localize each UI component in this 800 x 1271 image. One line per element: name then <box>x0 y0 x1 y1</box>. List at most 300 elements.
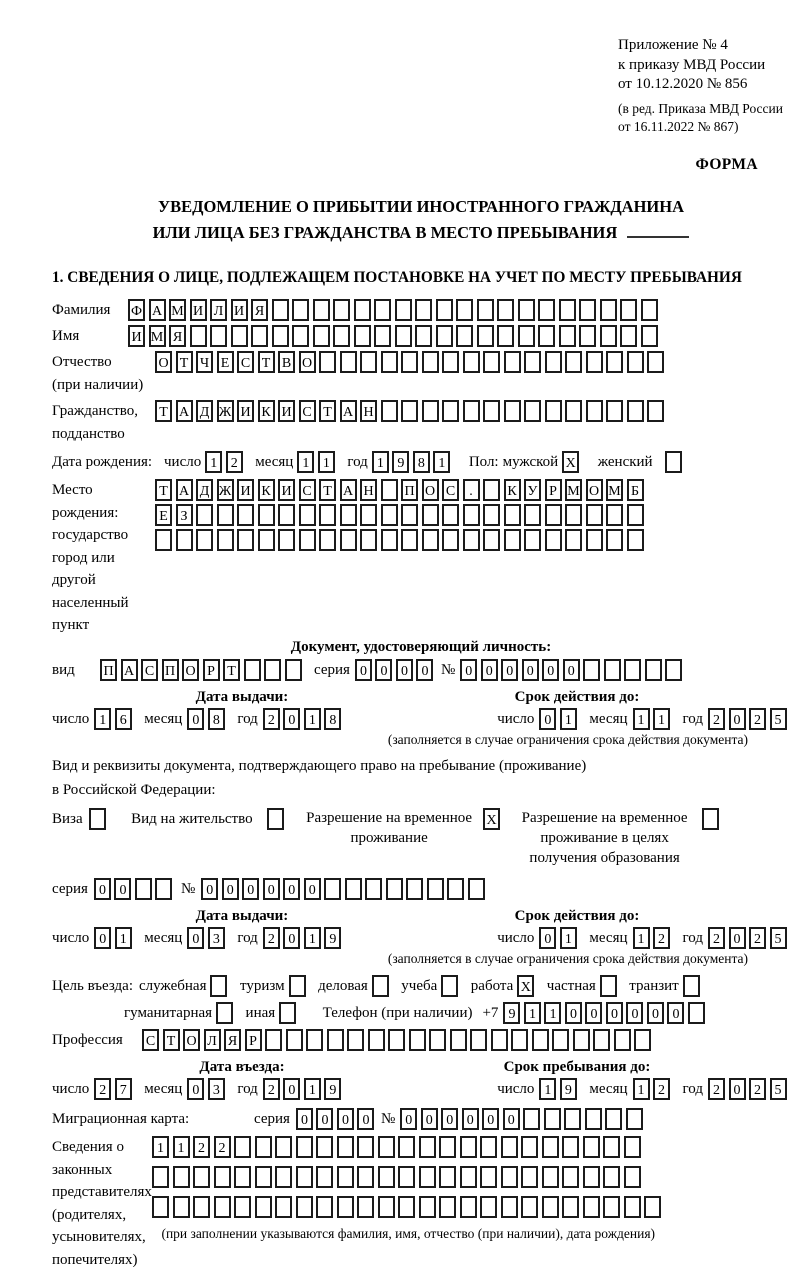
char-box[interactable] <box>641 299 658 321</box>
char-box[interactable] <box>419 1166 436 1188</box>
char-box[interactable] <box>583 1166 600 1188</box>
char-box[interactable]: П <box>401 479 418 501</box>
char-box[interactable]: Я <box>224 1029 241 1051</box>
char-box[interactable] <box>255 1196 272 1218</box>
char-box[interactable]: 0 <box>187 1078 204 1100</box>
char-box[interactable] <box>442 351 459 373</box>
char-box[interactable]: З <box>176 504 193 526</box>
char-box[interactable] <box>565 400 582 422</box>
char-box[interactable] <box>683 975 700 997</box>
char-box[interactable] <box>480 1166 497 1188</box>
char-box[interactable] <box>419 1136 436 1158</box>
char-box[interactable] <box>523 1108 540 1130</box>
char-box[interactable] <box>286 1029 303 1051</box>
purpose-transit-checkbox[interactable] <box>683 975 704 997</box>
char-box[interactable] <box>497 299 514 321</box>
char-box[interactable] <box>237 529 254 551</box>
char-box[interactable]: 2 <box>749 1078 766 1100</box>
char-box[interactable]: И <box>231 299 248 321</box>
char-box[interactable] <box>272 325 289 347</box>
char-box[interactable]: 2 <box>94 1078 111 1100</box>
char-box[interactable]: 5 <box>770 927 787 949</box>
char-box[interactable] <box>299 529 316 551</box>
char-box[interactable]: А <box>121 659 138 681</box>
char-box[interactable]: 9 <box>324 1078 341 1100</box>
char-box[interactable]: X <box>517 975 534 997</box>
char-box[interactable]: 1 <box>544 1002 561 1024</box>
char-box[interactable]: 0 <box>296 1108 313 1130</box>
char-box[interactable] <box>545 351 562 373</box>
char-box[interactable]: 1 <box>205 451 222 473</box>
purpose-tourism-checkbox[interactable] <box>289 975 310 997</box>
char-box[interactable] <box>415 325 432 347</box>
temp-residence-education-checkbox[interactable] <box>702 808 723 830</box>
char-box[interactable] <box>477 325 494 347</box>
stay-day[interactable] <box>539 1078 580 1100</box>
char-box[interactable] <box>337 1136 354 1158</box>
char-box[interactable] <box>442 529 459 551</box>
char-box[interactable] <box>627 504 644 526</box>
char-box[interactable] <box>419 1196 436 1218</box>
char-box[interactable] <box>634 1029 651 1051</box>
char-box[interactable] <box>316 1166 333 1188</box>
char-box[interactable] <box>429 1029 446 1051</box>
char-box[interactable] <box>398 1136 415 1158</box>
char-box[interactable] <box>401 529 418 551</box>
char-box[interactable]: И <box>237 400 254 422</box>
char-box[interactable] <box>401 351 418 373</box>
char-box[interactable] <box>542 1196 559 1218</box>
char-box[interactable] <box>542 1136 559 1158</box>
char-box[interactable] <box>647 400 664 422</box>
char-box[interactable] <box>564 1108 581 1130</box>
sex-male-checkbox[interactable] <box>562 451 583 473</box>
char-box[interactable] <box>333 299 350 321</box>
char-box[interactable]: 2 <box>708 1078 725 1100</box>
char-box[interactable] <box>231 325 248 347</box>
char-box[interactable] <box>234 1196 251 1218</box>
char-box[interactable] <box>422 504 439 526</box>
char-box[interactable]: 0 <box>585 1002 602 1024</box>
char-box[interactable]: 2 <box>708 708 725 730</box>
char-box[interactable]: 2 <box>749 708 766 730</box>
char-box[interactable] <box>442 504 459 526</box>
char-box[interactable] <box>278 529 295 551</box>
char-box[interactable] <box>316 1196 333 1218</box>
char-box[interactable] <box>210 975 227 997</box>
char-box[interactable]: 0 <box>667 1002 684 1024</box>
char-box[interactable]: Р <box>203 659 220 681</box>
char-box[interactable]: Я <box>251 299 268 321</box>
char-box[interactable] <box>518 325 535 347</box>
char-box[interactable] <box>214 1196 231 1218</box>
char-box[interactable]: О <box>299 351 316 373</box>
char-box[interactable]: 1 <box>653 708 670 730</box>
char-box[interactable] <box>401 504 418 526</box>
doc-kind-boxes[interactable] <box>100 659 305 681</box>
char-box[interactable] <box>436 299 453 321</box>
char-box[interactable]: 0 <box>647 1002 664 1024</box>
char-box[interactable] <box>501 1196 518 1218</box>
char-box[interactable] <box>600 299 617 321</box>
char-box[interactable]: И <box>278 479 295 501</box>
char-box[interactable] <box>237 504 254 526</box>
char-box[interactable]: К <box>258 400 275 422</box>
char-box[interactable] <box>316 1136 333 1158</box>
char-box[interactable]: 0 <box>94 878 111 900</box>
char-box[interactable] <box>374 299 391 321</box>
char-box[interactable]: Т <box>319 400 336 422</box>
char-box[interactable] <box>442 400 459 422</box>
char-box[interactable]: 9 <box>503 1002 520 1024</box>
birth-year-boxes[interactable] <box>372 451 454 473</box>
char-box[interactable] <box>296 1166 313 1188</box>
char-box[interactable] <box>552 1029 569 1051</box>
char-box[interactable]: 0 <box>400 1108 417 1130</box>
char-box[interactable] <box>480 1196 497 1218</box>
char-box[interactable]: 0 <box>563 659 580 681</box>
legal-representatives-row2[interactable] <box>152 1166 665 1188</box>
residence-series-boxes[interactable] <box>94 878 176 900</box>
char-box[interactable]: Л <box>210 299 227 321</box>
char-box[interactable] <box>565 504 582 526</box>
char-box[interactable]: 0 <box>375 659 392 681</box>
char-box[interactable] <box>565 351 582 373</box>
char-box[interactable]: 0 <box>304 878 321 900</box>
char-box[interactable] <box>173 1196 190 1218</box>
char-box[interactable] <box>562 1166 579 1188</box>
char-box[interactable] <box>381 529 398 551</box>
char-box[interactable] <box>388 1029 405 1051</box>
char-box[interactable]: С <box>141 659 158 681</box>
stay-month[interactable] <box>633 1078 674 1100</box>
char-box[interactable] <box>313 299 330 321</box>
char-box[interactable] <box>395 325 412 347</box>
char-box[interactable]: 0 <box>481 659 498 681</box>
doc-valid-year[interactable] <box>708 708 790 730</box>
char-box[interactable] <box>264 659 281 681</box>
char-box[interactable] <box>504 351 521 373</box>
given-name-boxes[interactable] <box>128 325 661 347</box>
char-box[interactable]: 2 <box>193 1136 210 1158</box>
char-box[interactable] <box>354 299 371 321</box>
char-box[interactable]: 0 <box>626 1002 643 1024</box>
char-box[interactable] <box>409 1029 426 1051</box>
char-box[interactable]: 6 <box>115 708 132 730</box>
char-box[interactable]: 0 <box>355 659 372 681</box>
char-box[interactable] <box>299 504 316 526</box>
char-box[interactable] <box>422 351 439 373</box>
char-box[interactable] <box>627 400 644 422</box>
char-box[interactable]: 0 <box>94 927 111 949</box>
char-box[interactable] <box>579 325 596 347</box>
char-box[interactable] <box>521 1196 538 1218</box>
char-box[interactable]: Ж <box>217 400 234 422</box>
char-box[interactable]: 0 <box>542 659 559 681</box>
char-box[interactable]: Т <box>258 351 275 373</box>
char-box[interactable] <box>340 351 357 373</box>
char-box[interactable] <box>275 1166 292 1188</box>
char-box[interactable] <box>289 975 306 997</box>
char-box[interactable]: X <box>483 808 500 830</box>
char-box[interactable] <box>524 529 541 551</box>
char-box[interactable]: 2 <box>263 708 280 730</box>
char-box[interactable] <box>217 504 234 526</box>
doc-number-boxes[interactable] <box>460 659 686 681</box>
char-box[interactable]: М <box>565 479 582 501</box>
surname-boxes[interactable] <box>128 299 661 321</box>
char-box[interactable] <box>255 1166 272 1188</box>
char-box[interactable] <box>477 299 494 321</box>
char-box[interactable] <box>504 504 521 526</box>
char-box[interactable]: Р <box>545 479 562 501</box>
char-box[interactable] <box>439 1196 456 1218</box>
char-box[interactable] <box>624 1136 641 1158</box>
char-box[interactable]: 0 <box>201 878 218 900</box>
char-box[interactable] <box>135 878 152 900</box>
char-box[interactable]: 0 <box>222 878 239 900</box>
char-box[interactable] <box>559 299 576 321</box>
char-box[interactable] <box>483 479 500 501</box>
char-box[interactable]: 0 <box>539 927 556 949</box>
char-box[interactable]: П <box>100 659 117 681</box>
char-box[interactable] <box>463 529 480 551</box>
char-box[interactable] <box>89 808 106 830</box>
char-box[interactable] <box>372 975 389 997</box>
char-box[interactable]: 3 <box>208 1078 225 1100</box>
char-box[interactable] <box>217 529 234 551</box>
char-box[interactable] <box>620 325 637 347</box>
char-box[interactable] <box>565 529 582 551</box>
char-box[interactable] <box>641 325 658 347</box>
char-box[interactable]: 0 <box>503 1108 520 1130</box>
char-box[interactable] <box>234 1136 251 1158</box>
char-box[interactable] <box>624 659 641 681</box>
char-box[interactable] <box>398 1166 415 1188</box>
entry-month[interactable] <box>187 1078 228 1100</box>
char-box[interactable] <box>501 1166 518 1188</box>
char-box[interactable] <box>524 400 541 422</box>
purpose-other-checkbox[interactable] <box>279 1002 300 1024</box>
char-box[interactable] <box>357 1196 374 1218</box>
char-box[interactable]: Т <box>155 400 172 422</box>
char-box[interactable] <box>279 1002 296 1024</box>
char-box[interactable] <box>524 351 541 373</box>
char-box[interactable] <box>210 325 227 347</box>
char-box[interactable]: О <box>183 1029 200 1051</box>
char-box[interactable] <box>378 1196 395 1218</box>
char-box[interactable]: 0 <box>565 1002 582 1024</box>
char-box[interactable] <box>463 400 480 422</box>
char-box[interactable] <box>483 400 500 422</box>
char-box[interactable] <box>378 1166 395 1188</box>
char-box[interactable] <box>559 325 576 347</box>
temp-residence-checkbox[interactable] <box>483 808 504 830</box>
entry-year[interactable] <box>263 1078 345 1100</box>
purpose-private-checkbox[interactable] <box>600 975 621 997</box>
char-box[interactable] <box>504 529 521 551</box>
char-box[interactable] <box>460 1166 477 1188</box>
char-box[interactable]: 0 <box>501 659 518 681</box>
doc-issue-day[interactable] <box>94 708 135 730</box>
char-box[interactable] <box>296 1196 313 1218</box>
char-box[interactable]: 0 <box>283 878 300 900</box>
char-box[interactable] <box>627 351 644 373</box>
char-box[interactable]: 0 <box>441 1108 458 1130</box>
char-box[interactable] <box>483 351 500 373</box>
residence-valid-month[interactable] <box>633 927 674 949</box>
char-box[interactable] <box>647 351 664 373</box>
char-box[interactable] <box>272 299 289 321</box>
char-box[interactable] <box>545 529 562 551</box>
char-box[interactable] <box>381 479 398 501</box>
birth-month-boxes[interactable] <box>297 451 338 473</box>
char-box[interactable] <box>345 878 362 900</box>
char-box[interactable]: 1 <box>524 1002 541 1024</box>
char-box[interactable] <box>586 529 603 551</box>
char-box[interactable]: У <box>524 479 541 501</box>
doc-series-boxes[interactable] <box>355 659 437 681</box>
char-box[interactable]: Р <box>245 1029 262 1051</box>
char-box[interactable] <box>436 325 453 347</box>
char-box[interactable]: 1 <box>560 927 577 949</box>
sex-female-checkbox[interactable] <box>665 451 686 473</box>
char-box[interactable] <box>306 1029 323 1051</box>
char-box[interactable] <box>441 975 458 997</box>
char-box[interactable] <box>196 529 213 551</box>
char-box[interactable] <box>292 299 309 321</box>
char-box[interactable] <box>483 504 500 526</box>
char-box[interactable]: Ж <box>217 479 234 501</box>
char-box[interactable]: Т <box>223 659 240 681</box>
char-box[interactable] <box>450 1029 467 1051</box>
doc-issue-year[interactable] <box>263 708 345 730</box>
char-box[interactable]: 1 <box>633 708 650 730</box>
char-box[interactable] <box>324 878 341 900</box>
char-box[interactable] <box>579 299 596 321</box>
purpose-work-checkbox[interactable] <box>517 975 538 997</box>
char-box[interactable]: 0 <box>482 1108 499 1130</box>
char-box[interactable]: Ч <box>196 351 213 373</box>
char-box[interactable] <box>480 1136 497 1158</box>
char-box[interactable]: 2 <box>263 1078 280 1100</box>
char-box[interactable] <box>562 1136 579 1158</box>
char-box[interactable] <box>688 1002 705 1024</box>
char-box[interactable] <box>583 1136 600 1158</box>
char-box[interactable] <box>193 1166 210 1188</box>
char-box[interactable] <box>378 1136 395 1158</box>
char-box[interactable]: 1 <box>304 1078 321 1100</box>
char-box[interactable]: X <box>562 451 579 473</box>
profession-boxes[interactable] <box>142 1029 655 1051</box>
residence-issue-day[interactable] <box>94 927 135 949</box>
char-box[interactable]: 0 <box>606 1002 623 1024</box>
char-box[interactable]: Т <box>319 479 336 501</box>
char-box[interactable] <box>603 1166 620 1188</box>
char-box[interactable] <box>155 878 172 900</box>
char-box[interactable] <box>600 325 617 347</box>
char-box[interactable] <box>216 1002 233 1024</box>
purpose-study-checkbox[interactable] <box>441 975 462 997</box>
char-box[interactable] <box>401 400 418 422</box>
residence-valid-year[interactable] <box>708 927 790 949</box>
char-box[interactable]: И <box>190 299 207 321</box>
char-box[interactable]: 8 <box>208 708 225 730</box>
char-box[interactable]: Л <box>204 1029 221 1051</box>
char-box[interactable]: 3 <box>208 927 225 949</box>
char-box[interactable]: 0 <box>460 659 477 681</box>
char-box[interactable] <box>545 400 562 422</box>
char-box[interactable] <box>337 1166 354 1188</box>
char-box[interactable]: Е <box>155 504 172 526</box>
char-box[interactable] <box>524 504 541 526</box>
char-box[interactable] <box>251 325 268 347</box>
char-box[interactable]: А <box>176 400 193 422</box>
char-box[interactable] <box>368 1029 385 1051</box>
char-box[interactable]: 1 <box>318 451 335 473</box>
char-box[interactable]: 2 <box>708 927 725 949</box>
char-box[interactable]: 1 <box>539 1078 556 1100</box>
char-box[interactable]: Т <box>176 351 193 373</box>
char-box[interactable] <box>258 529 275 551</box>
char-box[interactable]: 8 <box>413 451 430 473</box>
char-box[interactable] <box>360 529 377 551</box>
birth-day-boxes[interactable] <box>205 451 246 473</box>
char-box[interactable]: И <box>128 325 145 347</box>
char-box[interactable]: С <box>299 479 316 501</box>
char-box[interactable] <box>626 1108 643 1130</box>
char-box[interactable] <box>365 878 382 900</box>
char-box[interactable]: И <box>278 400 295 422</box>
char-box[interactable] <box>155 529 172 551</box>
char-box[interactable]: А <box>340 400 357 422</box>
residence-number-boxes[interactable] <box>201 878 488 900</box>
char-box[interactable] <box>586 351 603 373</box>
char-box[interactable] <box>518 299 535 321</box>
char-box[interactable]: Д <box>196 479 213 501</box>
char-box[interactable]: 1 <box>433 451 450 473</box>
char-box[interactable] <box>398 1196 415 1218</box>
char-box[interactable]: 0 <box>283 927 300 949</box>
legal-representatives-row3[interactable] <box>152 1196 665 1218</box>
char-box[interactable]: 1 <box>152 1136 169 1158</box>
char-box[interactable]: 9 <box>324 927 341 949</box>
char-box[interactable] <box>593 1029 610 1051</box>
char-box[interactable] <box>422 529 439 551</box>
char-box[interactable]: 0 <box>316 1108 333 1130</box>
char-box[interactable]: 0 <box>263 878 280 900</box>
migration-series-boxes[interactable] <box>296 1108 378 1130</box>
char-box[interactable] <box>463 504 480 526</box>
char-box[interactable]: 0 <box>729 708 746 730</box>
char-box[interactable]: 5 <box>770 1078 787 1100</box>
char-box[interactable] <box>340 529 357 551</box>
char-box[interactable]: 1 <box>115 927 132 949</box>
char-box[interactable]: Т <box>155 479 172 501</box>
char-box[interactable] <box>542 1166 559 1188</box>
char-box[interactable] <box>313 325 330 347</box>
char-box[interactable] <box>545 504 562 526</box>
char-box[interactable]: О <box>182 659 199 681</box>
char-box[interactable] <box>278 504 295 526</box>
char-box[interactable] <box>275 1136 292 1158</box>
char-box[interactable] <box>606 504 623 526</box>
char-box[interactable] <box>665 659 682 681</box>
char-box[interactable]: 0 <box>729 927 746 949</box>
char-box[interactable]: 2 <box>226 451 243 473</box>
char-box[interactable] <box>532 1029 549 1051</box>
char-box[interactable] <box>562 1196 579 1218</box>
